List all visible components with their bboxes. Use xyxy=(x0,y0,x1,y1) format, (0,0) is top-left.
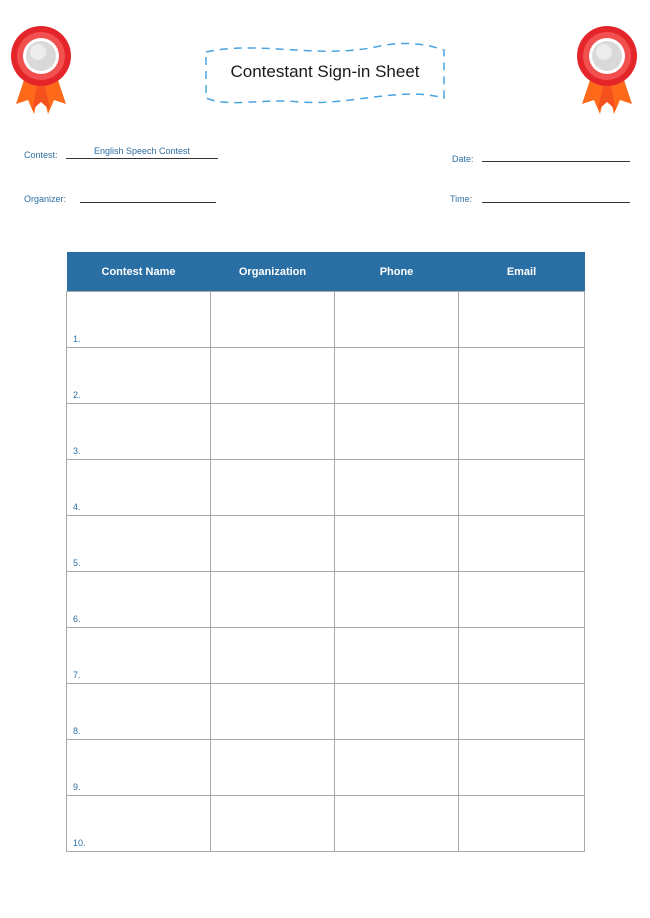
organization-cell[interactable] xyxy=(211,460,335,516)
row-number: 2. xyxy=(73,390,81,400)
row-number: 1. xyxy=(73,334,81,344)
organizer-field xyxy=(24,194,224,208)
phone-cell[interactable] xyxy=(335,796,459,852)
time-line xyxy=(482,202,630,203)
name-cell[interactable] xyxy=(67,796,211,852)
table-row xyxy=(67,516,585,572)
organization-cell[interactable] xyxy=(211,740,335,796)
name-cell[interactable] xyxy=(67,684,211,740)
phone-cell[interactable] xyxy=(335,740,459,796)
organization-cell[interactable] xyxy=(211,796,335,852)
row-number: 5. xyxy=(73,558,81,568)
contest-label: Contest: xyxy=(24,150,58,160)
organization-cell[interactable] xyxy=(211,516,335,572)
column-header-contest-name: Contest Name xyxy=(67,252,211,292)
table-row xyxy=(67,292,585,348)
phone-cell[interactable] xyxy=(335,292,459,348)
organization-cell[interactable] xyxy=(211,292,335,348)
organization-cell[interactable] xyxy=(211,628,335,684)
organization-cell[interactable] xyxy=(211,404,335,460)
table-row xyxy=(67,796,585,852)
column-header-organization: Organization xyxy=(211,252,335,292)
sign-in-table xyxy=(66,252,585,852)
email-cell[interactable] xyxy=(459,516,585,572)
table-row xyxy=(67,404,585,460)
date-line xyxy=(482,161,630,162)
table-row xyxy=(67,460,585,516)
name-cell[interactable] xyxy=(67,516,211,572)
name-cell[interactable] xyxy=(67,740,211,796)
column-header-phone: Phone xyxy=(335,252,459,292)
table-row xyxy=(67,572,585,628)
name-cell[interactable] xyxy=(67,572,211,628)
organization-cell[interactable] xyxy=(211,684,335,740)
phone-cell[interactable] xyxy=(335,572,459,628)
phone-cell[interactable] xyxy=(335,348,459,404)
contest-line xyxy=(66,158,218,159)
email-cell[interactable] xyxy=(459,796,585,852)
table-row xyxy=(67,684,585,740)
page-title: Contestant Sign-in Sheet xyxy=(230,62,420,81)
email-cell[interactable] xyxy=(459,348,585,404)
date-label: Date: xyxy=(452,154,474,164)
column-header-email: Email xyxy=(459,252,585,292)
email-cell[interactable] xyxy=(459,292,585,348)
organizer-label: Organizer: xyxy=(24,194,67,204)
phone-cell[interactable] xyxy=(335,628,459,684)
email-cell[interactable] xyxy=(459,572,585,628)
organizer-line xyxy=(80,202,216,203)
table-header-row xyxy=(67,252,585,292)
contest-field xyxy=(24,146,224,164)
phone-cell[interactable] xyxy=(335,516,459,572)
contest-value[interactable]: English Speech Contest xyxy=(93,146,191,156)
name-cell[interactable] xyxy=(67,628,211,684)
row-number: 8. xyxy=(73,726,81,736)
name-cell[interactable] xyxy=(67,292,211,348)
time-field xyxy=(450,194,632,208)
name-cell[interactable] xyxy=(67,460,211,516)
table-row xyxy=(67,348,585,404)
row-number: 9. xyxy=(73,782,81,792)
table-row xyxy=(67,628,585,684)
time-label: Time: xyxy=(450,194,473,204)
phone-cell[interactable] xyxy=(335,684,459,740)
phone-cell[interactable] xyxy=(335,404,459,460)
row-number: 10. xyxy=(73,838,86,848)
row-number: 7. xyxy=(73,670,81,680)
row-number: 4. xyxy=(73,502,81,512)
name-cell[interactable] xyxy=(67,404,211,460)
email-cell[interactable] xyxy=(459,404,585,460)
email-cell[interactable] xyxy=(459,684,585,740)
email-cell[interactable] xyxy=(459,460,585,516)
email-cell[interactable] xyxy=(459,628,585,684)
organization-cell[interactable] xyxy=(211,348,335,404)
name-cell[interactable] xyxy=(67,348,211,404)
phone-cell[interactable] xyxy=(335,460,459,516)
organization-cell[interactable] xyxy=(211,572,335,628)
row-number: 6. xyxy=(73,614,81,624)
table-row xyxy=(67,740,585,796)
award-ribbon-icon xyxy=(574,22,640,116)
email-cell[interactable] xyxy=(459,740,585,796)
award-ribbon-icon xyxy=(8,22,74,116)
row-number: 3. xyxy=(73,446,81,456)
date-field xyxy=(452,154,632,168)
